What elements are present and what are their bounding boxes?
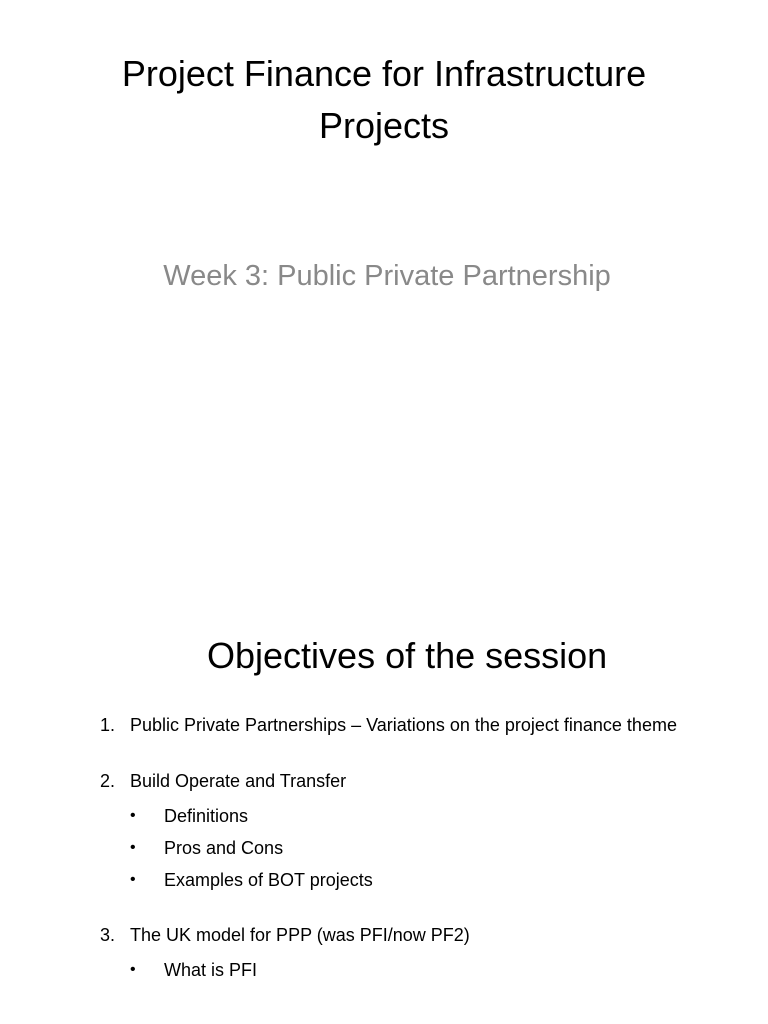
sub-item-definitions [130, 800, 690, 832]
sub-item-what-is-pfi [130, 954, 690, 986]
objective-number: 2. [100, 771, 116, 791]
objective-item-1 [0, 708, 690, 742]
sub-item-text: Examples of BOT projects [164, 870, 373, 890]
sub-item-text: Definitions [164, 806, 249, 826]
objective-text: Public Private Partnerships – Variations on the project finance theme [130, 715, 677, 735]
slide-title [0, 48, 768, 152]
objective-sublist [130, 954, 690, 986]
sub-item-text: Pros and Cons [164, 838, 284, 858]
bullet-icon: • [130, 807, 136, 824]
objective-text: Build Operate and Transfer [130, 771, 347, 791]
bullet-icon: • [130, 961, 136, 978]
objective-number: 1. [100, 715, 116, 735]
bullet-icon: • [130, 839, 136, 856]
bullet-icon: • [130, 871, 136, 888]
objective-sublist [130, 800, 690, 896]
slide-subtitle: Week 3: Public Private Partnership [163, 260, 611, 292]
objective-number: 3. [100, 925, 116, 945]
objectives-slide [0, 560, 768, 1024]
spacer [0, 896, 768, 918]
objective-text: The UK model for PPP (was PFI/now PF2) [130, 925, 470, 945]
objectives-heading: Objectives of the session [207, 635, 608, 676]
slide-title-line-1: Project Finance for Infrastructure [121, 53, 647, 94]
objective-item-2 [0, 764, 690, 896]
spacer [0, 742, 768, 764]
sub-item-pros-cons [130, 832, 690, 864]
slide-title-line-2: Projects [318, 105, 450, 146]
sub-item-text: What is PFI [164, 960, 258, 980]
sub-item-examples [130, 864, 690, 896]
objectives-list [0, 708, 768, 986]
objective-item-3 [0, 918, 690, 986]
